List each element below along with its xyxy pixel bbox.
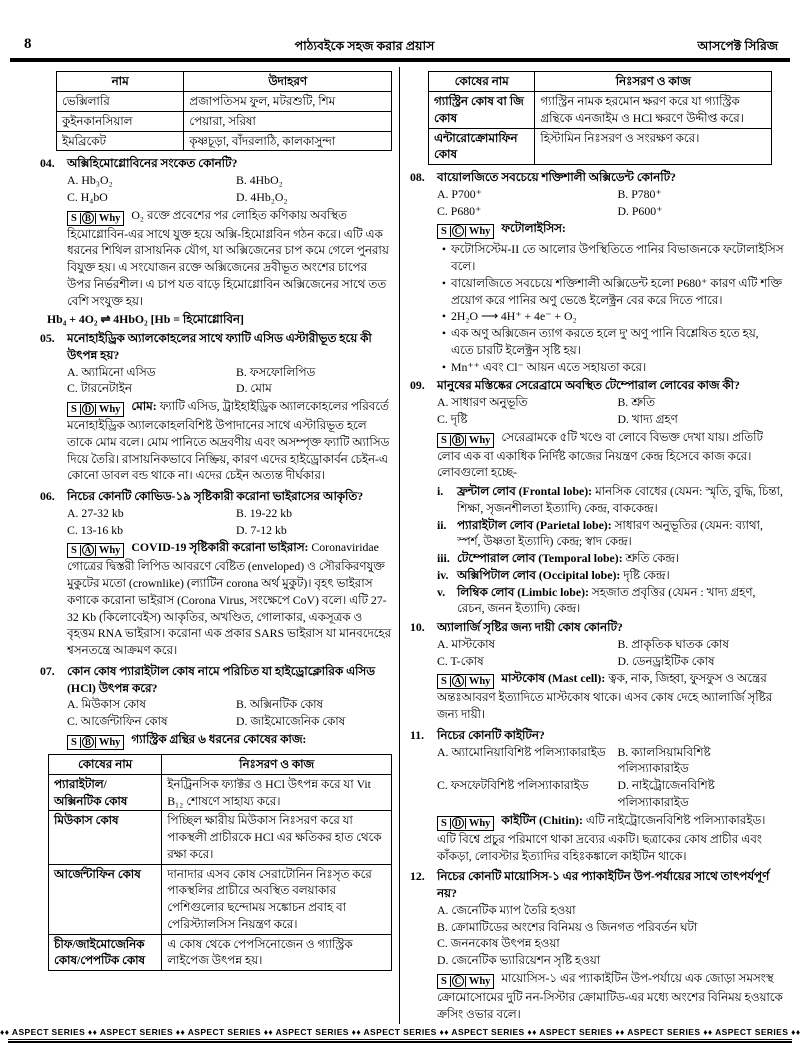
badge-why: Why xyxy=(465,976,493,987)
answer-explanation xyxy=(437,970,784,1023)
option-c: C. T-কোষ xyxy=(437,653,484,668)
answer-letter: B xyxy=(82,736,94,748)
explanation-text: এটি নাইট্রোজেনবিশিষ্ট পলিস্যাকারইড। এটি বিশ্বে প্রচুর পরিমাণে থাকা দ্রব্যের একটি। ছত্রাকের কোষ প্রাচীর এবং কাঁকড়া, লোবস্টার ইত্যাদির বহিঃকঙ্কালে কাইটিন থাকে। xyxy=(437,812,766,863)
options xyxy=(437,744,784,811)
option-d: D. মোম xyxy=(236,381,272,396)
option-c: C. টারনেটাইন xyxy=(67,381,132,396)
bullet-item xyxy=(437,241,784,275)
bullet-icon: • xyxy=(441,326,447,341)
page-number: 8 xyxy=(24,36,32,52)
answer-letter: A xyxy=(452,675,464,687)
explanation-text: মায়োসিস-১ এর প্যাকাইটিন উপ-পর্যায়ে এক জোড়া সমসংস্থ ক্রোমোসোমের দুটি নন-সিস্টার ক্রোমাটিড-এর মধ্যে অংশের বিনিময় হওয়াকে ক্রসিং ওভার বলে। xyxy=(437,970,783,1021)
option-d: D. P600⁺ xyxy=(617,203,663,218)
options xyxy=(67,696,392,730)
lobe-item xyxy=(437,584,784,618)
answer-explanation xyxy=(67,731,392,750)
table-cell: গ্যাস্ট্রিন নামক হরমোন ক্ষরণ করে যা গ্যাস্ট্রিক গ্রন্থিকে এনজাইম ও HCl ক্ষরণে উদ্দীপ্ত করে। xyxy=(535,92,772,129)
option-c: C. P680⁺ xyxy=(437,203,482,218)
explanation-lead: ফটোলাইসিস: xyxy=(501,221,566,236)
badge-why: Why xyxy=(95,213,123,224)
answer-badge xyxy=(437,224,494,239)
footer-series-text: ♦♦ ASPECT SERIES ♦♦ ASPECT SERIES ♦♦ ASPECT SERIES ♦♦ ASPECT SERIES ♦♦ ASPECT SERIES ♦♦ ASPECT SERIES ♦♦ ASPECT SERIES ♦♦ ASPECT SERIES ♦♦ ASPECT SERIES ♦♦ xyxy=(0,1027,801,1038)
table-row xyxy=(49,864,392,934)
question-09 xyxy=(410,377,784,617)
bullet-text: Mn⁺⁺ এবং Cl⁻ আয়ন এতে সহায়তা করে। xyxy=(451,359,647,374)
option-d: D. 4Hb₂O₂ xyxy=(236,189,288,204)
option-d: D. জাইমোজেনিক কোষ xyxy=(236,714,346,729)
question-text: কোন কোষ প্যারাইটাল কোষ নামে পরিচিত যা হাইড্রোক্লোরিক এসিড (HCl) উৎপন্ন করে? xyxy=(67,663,375,695)
table-cell: কুইনকানসিয়াল xyxy=(57,111,184,131)
option-b: B. অক্সিনটিক কোষ xyxy=(236,697,324,712)
lobe-lead: লিম্বিক লোব (Limbic lobe): xyxy=(457,584,589,599)
header-center-title: পাঠ্যবইকে সহজ করার প্রয়াস xyxy=(294,38,435,53)
page-header xyxy=(0,0,800,58)
question-text: অক্সিহিমোগ্লোবিনের সংকেত কোনটি? xyxy=(67,156,238,171)
badge-why: Why xyxy=(95,404,123,415)
option-d: D. ডেনড্রাইটিক কোষ xyxy=(617,653,715,668)
bullet-text: এক অণু অক্সিজেন ত্যাগ করতে হলে দু' অণু পানি বিশ্লেষিত হতে হয়, এতে চারটি ইলেক্ট্রন সৃষ্টি হয়। xyxy=(451,326,759,357)
explanation-text: ফ্যাটি এসিড, ট্রাইহাইড্রিক অ্যালকোহলের পরিবর্তে মনোহাইড্রিক অ্যালকোহলবিশিষ্ট উপাদানের সাথে এস্টারিভূত হলে তাকে মোম বলে। মোম পানিতে অদ্রবণীয় এবং অসম্পৃক্ত ফ্যাটি অ্যাসিড দিয়ে তৈরি। রাসায়নিকভাবে নিষ্ক্রিয়, কারণ এদের হাইড্রোকার্বন চেইন-এ কোনো ডাবল বন্ড থাকে না। এদের চেইন অত্যন্ত দীর্ঘকার। xyxy=(67,399,390,483)
answer-letter: B xyxy=(452,434,464,446)
lobe-rest: সহজাত প্রবৃত্তির (যেমন : খাদ্য গ্রহণ, রেচন, জনন ইত্যাদি) কেন্দ্র। xyxy=(457,584,756,616)
right-column xyxy=(400,67,794,1024)
bullet-text: বায়োলজিতে সবচেয়ে শক্তিশালী অক্সিডেন্ট হলো P680⁺ কারণ এটি শক্তি প্রয়োগ করে পানির অণু ভেঙে ইলেক্ট্রন বের করে দিতে পারে। xyxy=(451,275,783,307)
option-c: C. 13-16 kb xyxy=(67,522,124,537)
question-number: 05. xyxy=(40,331,55,346)
lobe-item xyxy=(437,517,784,551)
answer-badge xyxy=(437,816,494,831)
option-c: C. জননকোষ উৎপন্ন হওয়া xyxy=(437,936,560,951)
option-a: A. মিউকাস কোষ xyxy=(67,697,146,712)
answer-letter: D xyxy=(82,403,94,415)
explanation-lead: COVID-19 সৃষ্টিকারী করোনা ভাইরাস: xyxy=(131,540,309,555)
table-cell: গ্যাস্ট্রিন কোষ বা জি কোষ xyxy=(429,92,535,129)
chemical-equation: Hb₄ + 4O₂ ⇌ 4HbO₂ [Hb = হিমোগ্লোবিন] xyxy=(47,312,244,327)
explanation-text: Coronaviridae গোত্রের দ্বিস্তরী লিপিড আবরণে বেষ্টিত (enveloped) ও সৌরকিরণযুক্ত মুকুটের মতো (crownlike) (ল্যাটিন corona অর্থ মুকুট)। বৃহৎ ভাইরাস কণাকে করোনা ভাইরাস (Corona Virus, সংক্ষেপে CoV) বলে। এটি 27-32 Kb (কিলোবেইস) আকৃতির, অখণ্ডিত, গোলাকার, একসূত্রক ও বৃহত্তম RNA ভাইরাস। করোনা এক প্রকার SARS ভাইরাস যা মানবদেহের শ্বসনতন্ত্রে আক্রমণ করে। xyxy=(67,540,392,658)
table-header: উদাহরণ xyxy=(184,72,392,92)
content-columns xyxy=(0,62,800,1024)
option-a: A. অ্যামিনো এসিড xyxy=(67,364,156,379)
table-cell: আর্জেন্টাফিন কোষ xyxy=(49,864,162,934)
badge-why: Why xyxy=(95,737,123,748)
question-07 xyxy=(40,663,392,971)
answer-letter: A xyxy=(82,544,94,556)
table-row xyxy=(49,934,392,971)
footer-rule xyxy=(8,1039,792,1043)
answer-badge xyxy=(67,402,124,417)
table-cell: ভেক্সিলারি xyxy=(57,92,184,112)
table-cell: হিস্টামিন নিঃসরণ ও সংরক্ষণ করে। xyxy=(535,128,772,165)
option-d: D. খাদ্য গ্রহণ xyxy=(617,411,678,426)
bullet-item xyxy=(437,275,784,309)
option-a: A. 27-32 kb xyxy=(67,505,124,520)
answer-explanation xyxy=(437,812,784,865)
badge-s: S xyxy=(439,435,451,446)
answer-explanation xyxy=(437,670,784,723)
bullet-item xyxy=(437,359,784,376)
lobe-text xyxy=(457,550,679,567)
lobe-rest: মানসিক বোধের (যেমন: স্মৃতি, বুদ্ধি, চিন্তা, শিক্ষা, সৃজনশীলতা ইত্যাদি) কেন্দ্র, বাককেন্দ্র। xyxy=(457,484,783,515)
table-row xyxy=(57,111,392,131)
table-header: নিঃসরণ ও কাজ xyxy=(535,72,772,92)
option-b: B. P780⁺ xyxy=(617,186,662,201)
lobe-label: ii. xyxy=(437,517,447,532)
answer-letter: D xyxy=(452,817,464,829)
badge-why: Why xyxy=(465,676,493,687)
question-04 xyxy=(40,155,392,328)
answer-letter: C xyxy=(452,975,464,987)
badge-s: S xyxy=(69,737,81,748)
lobe-item xyxy=(437,567,784,584)
question-number: 06. xyxy=(40,489,55,504)
question-text: অ্যালার্জি সৃষ্টির জন্য দায়ী কোষ কোনটি? xyxy=(437,620,623,635)
question-text: নিচের কোনটি মায়োসিস-১ এর প্যাকাইটিন উপ-পর্যায়ের সাথে তাৎপর্যপূর্ণ নয়? xyxy=(437,869,770,901)
table-cell: মিউকাস কোষ xyxy=(49,811,162,864)
table-header: কোষের নাম xyxy=(429,72,535,92)
lobe-text xyxy=(457,567,670,584)
bullet-text: ফটোসিস্টেম-II তে আলোর উপস্থিতিতে পানির বিভাজনকে ফটোলাইসিস বলে। xyxy=(451,242,784,274)
answer-letter: B xyxy=(82,212,94,224)
question-number: 11. xyxy=(410,727,425,742)
answer-explanation xyxy=(67,207,392,310)
lobe-text xyxy=(457,483,784,517)
table-cell: ইনট্রিনসিক ফ্যাক্টর ও HCl উৎপন্ন করে যা Vit B₁₂ শোষণে সাহায্য করে। xyxy=(162,774,392,811)
badge-why: Why xyxy=(465,226,493,237)
option-b: B. 4HbO₂ xyxy=(236,173,283,188)
table-row xyxy=(429,128,772,165)
option-b: B. প্রাকৃতিক ঘাতক কোষ xyxy=(617,636,729,651)
table-cell: পিচ্ছিল ক্ষারীয় মিউকাস নিঃসরণ করে যা পাকস্থলী প্রাচীরকে HCl এর ক্ষতিকর হাত থেকে রক্ষা করে। xyxy=(162,811,392,864)
lobe-text xyxy=(457,584,784,618)
option-a: A. অ্যামোনিয়াবিশিষ্ট পলিস্যাকারাইড xyxy=(437,744,606,759)
vernation-table xyxy=(56,71,392,151)
question-number: 10. xyxy=(410,620,425,635)
badge-s: S xyxy=(439,676,451,687)
left-column xyxy=(6,67,400,1024)
table-cell: ইমব্রিকেট xyxy=(57,131,184,151)
table-cell: এন্টারোক্রোমাফিন কোষ xyxy=(429,128,535,165)
answer-badge xyxy=(67,543,124,558)
table-header: নাম xyxy=(57,72,184,92)
explanation-lead: মাস্টকোষ (Mast cell): xyxy=(501,671,606,686)
badge-why: Why xyxy=(95,545,123,556)
question-text: মনোহাইড্রিক অ্যালকোহলের সাথে ফ্যাটি এসিড এস্টারীভূত হয়ে কী উৎপন্ন হয়? xyxy=(67,331,372,362)
table-row xyxy=(57,131,392,151)
badge-s: S xyxy=(69,213,81,224)
option-b: B. ফসফোলিপিড xyxy=(236,364,316,379)
answer-explanation xyxy=(437,429,784,482)
option-b: B. 19-22 kb xyxy=(236,505,293,520)
option-d: D. 7-12 kb xyxy=(236,522,287,537)
gastric-cells-table xyxy=(48,754,392,971)
question-text: মানুষের মস্তিষ্কের সেরেব্রামে অবস্থিত টেম্পোরাল লোবের কাজ কী? xyxy=(437,378,740,393)
answer-explanation xyxy=(437,220,784,239)
badge-s: S xyxy=(69,545,81,556)
table-cell: প্যারাইটাল/ অক্সিনটিক কোষ xyxy=(49,774,162,811)
lobe-rest: দৃষ্টি কেন্দ্র। xyxy=(623,567,670,582)
lobe-lead: ফ্রন্টাল লোব (Frontal lobe): xyxy=(457,484,593,499)
options xyxy=(437,636,784,670)
option-b: B. ক্রোমাটিডের অংশের বিনিময় ও জিনগত পরিবর্তন ঘটা xyxy=(437,919,698,934)
question-11 xyxy=(410,727,784,866)
question-06 xyxy=(40,488,392,661)
option-a: A. P700⁺ xyxy=(437,186,482,201)
explanation-text: ত্বক, নাক, জিহ্বা, ফুসফুস ও অন্ত্রের অন্তঃআবরণ ইত্যাদিতে মাস্টকোষ থাকে। এসব কোষ দেহে অ্যালার্জি সৃষ্টির জন্য দায়ী। xyxy=(437,671,773,722)
lobe-rest: সাধারণ অনুভূতির (যেমন: ব্যাথা, স্পর্শ, উষ্ণতা ইত্যাদি) কেন্দ্র; স্বাদ কেন্দ্র। xyxy=(457,517,763,549)
explanation-lead: মোম: xyxy=(131,399,157,414)
answer-badge xyxy=(67,211,124,226)
options xyxy=(67,172,392,206)
option-a: A. Hb₃O₂ xyxy=(67,173,113,188)
lobe-lead: টেম্পোরাল লোব (Temporal lobe): xyxy=(457,551,623,566)
explanation-lead: কাইটিন (Chitin): xyxy=(501,812,583,827)
lobe-item xyxy=(437,550,784,567)
badge-s: S xyxy=(439,818,451,829)
badge-why: Why xyxy=(465,818,493,829)
option-a: A. সাধারণ অনুভূতি xyxy=(437,395,528,410)
option-c: C. H₄bO xyxy=(67,189,108,204)
table-cell: চীফ/জাইমোজেনিক কোষ/পেপটিক কোষ xyxy=(49,934,162,971)
table-cell: কৃষ্ণচূড়া, বাঁদরলাঠি, কালকাসুন্দা xyxy=(184,131,392,151)
question-text: নিচের কোনটি কোভিড-১৯ সৃষ্টিকারী করোনা ভাইরাসের আকৃতি? xyxy=(67,489,364,504)
bullet-icon: • xyxy=(441,359,447,374)
bullet-icon: • xyxy=(441,242,447,257)
answer-letter: C xyxy=(452,225,464,237)
options xyxy=(437,186,784,220)
explanation-lead: গ্যাস্ট্রিক গ্রন্থির ৬ ধরনের কোষের কাজ: xyxy=(131,731,307,746)
badge-why: Why xyxy=(465,435,493,446)
options xyxy=(67,364,392,398)
table-row xyxy=(49,811,392,864)
badge-s: S xyxy=(439,226,451,237)
table-cell: এ কোষ থেকে পেপসিনোজেন ও গ্যাস্ট্রিক লাইপেজ উৎপন্ন হয়। xyxy=(162,934,392,971)
lobe-label: i. xyxy=(437,484,444,499)
table-row xyxy=(57,92,392,112)
page-footer xyxy=(0,1024,800,1057)
table-header: কোষের নাম xyxy=(49,755,162,775)
question-number: 07. xyxy=(40,663,55,678)
badge-s: S xyxy=(439,976,451,987)
question-text: বায়োলজিতে সবচেয়ে শক্তিশালী অক্সিডেন্ট কোনটি? xyxy=(437,170,676,185)
option-a: A. মাস্টকোষ xyxy=(437,636,496,651)
option-b: B. শ্রুতি xyxy=(617,395,656,410)
question-number: 09. xyxy=(410,378,425,393)
lobe-label: iii. xyxy=(437,551,450,566)
lobe-rest: শ্রুতি কেন্দ্র। xyxy=(625,551,680,566)
bullet-item xyxy=(437,308,784,325)
table-cell: পেয়ারা, সরিষা xyxy=(184,111,392,131)
options xyxy=(67,505,392,539)
header-right-title: আসপেক্ট সিরিজ xyxy=(697,38,778,53)
explanation-text: O₂ রক্তে প্রবেশের পর লোহিত কণিকায় অবস্থিত হিমোগ্লোবিন-এর সাথে যুক্ত হয়ে অক্সি-হিমোগ্লবিন গঠন করে। এটি এক ধরনের শিথিল রাসায়নিক যৌগ, যা অক্সিজেনের চাপ কমে গেলে পুনরায় বিযুক্ত হয়। এ সংযোজন রক্তে অক্সিজেনের দ্রবীভূত অংশের চাপের উপর নির্ভরশীল। এ চাপ যত বাড়ে হিমোগ্লোবিন অক্সিজেনের সাথে তত বেশি সংযুক্ত হয়। xyxy=(67,207,389,308)
badge-s: S xyxy=(69,404,81,415)
question-10 xyxy=(410,619,784,725)
lobe-text xyxy=(457,517,784,551)
lobe-item xyxy=(437,483,784,517)
lobe-label: iv. xyxy=(437,567,449,582)
question-05 xyxy=(40,330,392,486)
question-08 xyxy=(410,169,784,375)
explanation-text: সেরেব্রামকে ৫টি খণ্ডে বা লোবে বিভক্ত দেখা যায়। প্রতিটি লোব এক বা একাধিক নির্দিষ্ট কাজের নিয়ন্ত্রণ কেন্দ্র হিসেবে কাজ করে। লোবগুলো হচ্ছে- xyxy=(437,429,763,480)
lobe-lead: অক্সিপিটাল লোব (Occipital lobe): xyxy=(457,567,621,582)
option-d: D. নাইট্রোজেনবিশিষ্ট পলিস্যাকারাইড xyxy=(617,778,715,809)
answer-badge xyxy=(437,433,494,448)
bullet-text: 2H₂O ⟶ 4H⁺ + 4e⁻ + O₂ xyxy=(451,309,577,324)
option-c: C. ফসফেটবিশিষ্ট পলিস্যাকারাইড xyxy=(437,778,589,793)
table-row xyxy=(49,774,392,811)
option-c: C. আর্জেন্টাফিন কোষ xyxy=(67,714,168,729)
table-row xyxy=(429,92,772,129)
option-a: A. জেনেটিক ম্যাপ তৈরি হওয়া xyxy=(437,902,576,917)
question-number: 08. xyxy=(410,170,425,185)
stomach-cells-table xyxy=(428,71,772,165)
bullet-icon: • xyxy=(441,275,447,290)
table-cell: প্রজাপতিসম ফুল, মটরশুটি, শিম xyxy=(184,92,392,112)
answer-explanation xyxy=(67,398,392,484)
table-cell: দানাদার এসব কোষ সেরাটোনিন নিঃসৃত করে পাকস্থলির প্রাচীরে অবস্থিত বলয়াকার পেশিগুলোর ছন্দোময় সঙ্কোচন প্রবাহ বা পেরিস্ট্যালসিস নিয়ন্ত্রণ করে। xyxy=(162,864,392,934)
bullet-item xyxy=(437,325,784,359)
question-12 xyxy=(410,868,784,1024)
option-c: C. দৃষ্টি xyxy=(437,411,468,426)
option-b: B. ক্যালসিয়ামবিশিষ্ট পলিস্যাকারাইড xyxy=(617,744,711,776)
question-text: নিচের কোনটি কাইটিন? xyxy=(437,727,545,742)
question-number: 04. xyxy=(40,156,55,171)
bullet-icon: • xyxy=(441,309,447,324)
answer-explanation xyxy=(67,539,392,659)
answer-badge xyxy=(437,974,494,989)
answer-badge xyxy=(437,674,494,689)
lobe-lead: প্যারাইটাল লোব (Parietal lobe): xyxy=(457,517,612,532)
option-d: D. জেনেটিক ভ্যারিয়েশন সৃষ্টি হওয়া xyxy=(437,953,601,968)
lobe-label: v. xyxy=(437,584,446,599)
options xyxy=(437,394,784,428)
table-header: নিঃসরণ ও কাজ xyxy=(162,755,392,775)
answer-badge xyxy=(67,735,124,750)
question-number: 12. xyxy=(410,869,425,884)
options xyxy=(437,902,784,969)
